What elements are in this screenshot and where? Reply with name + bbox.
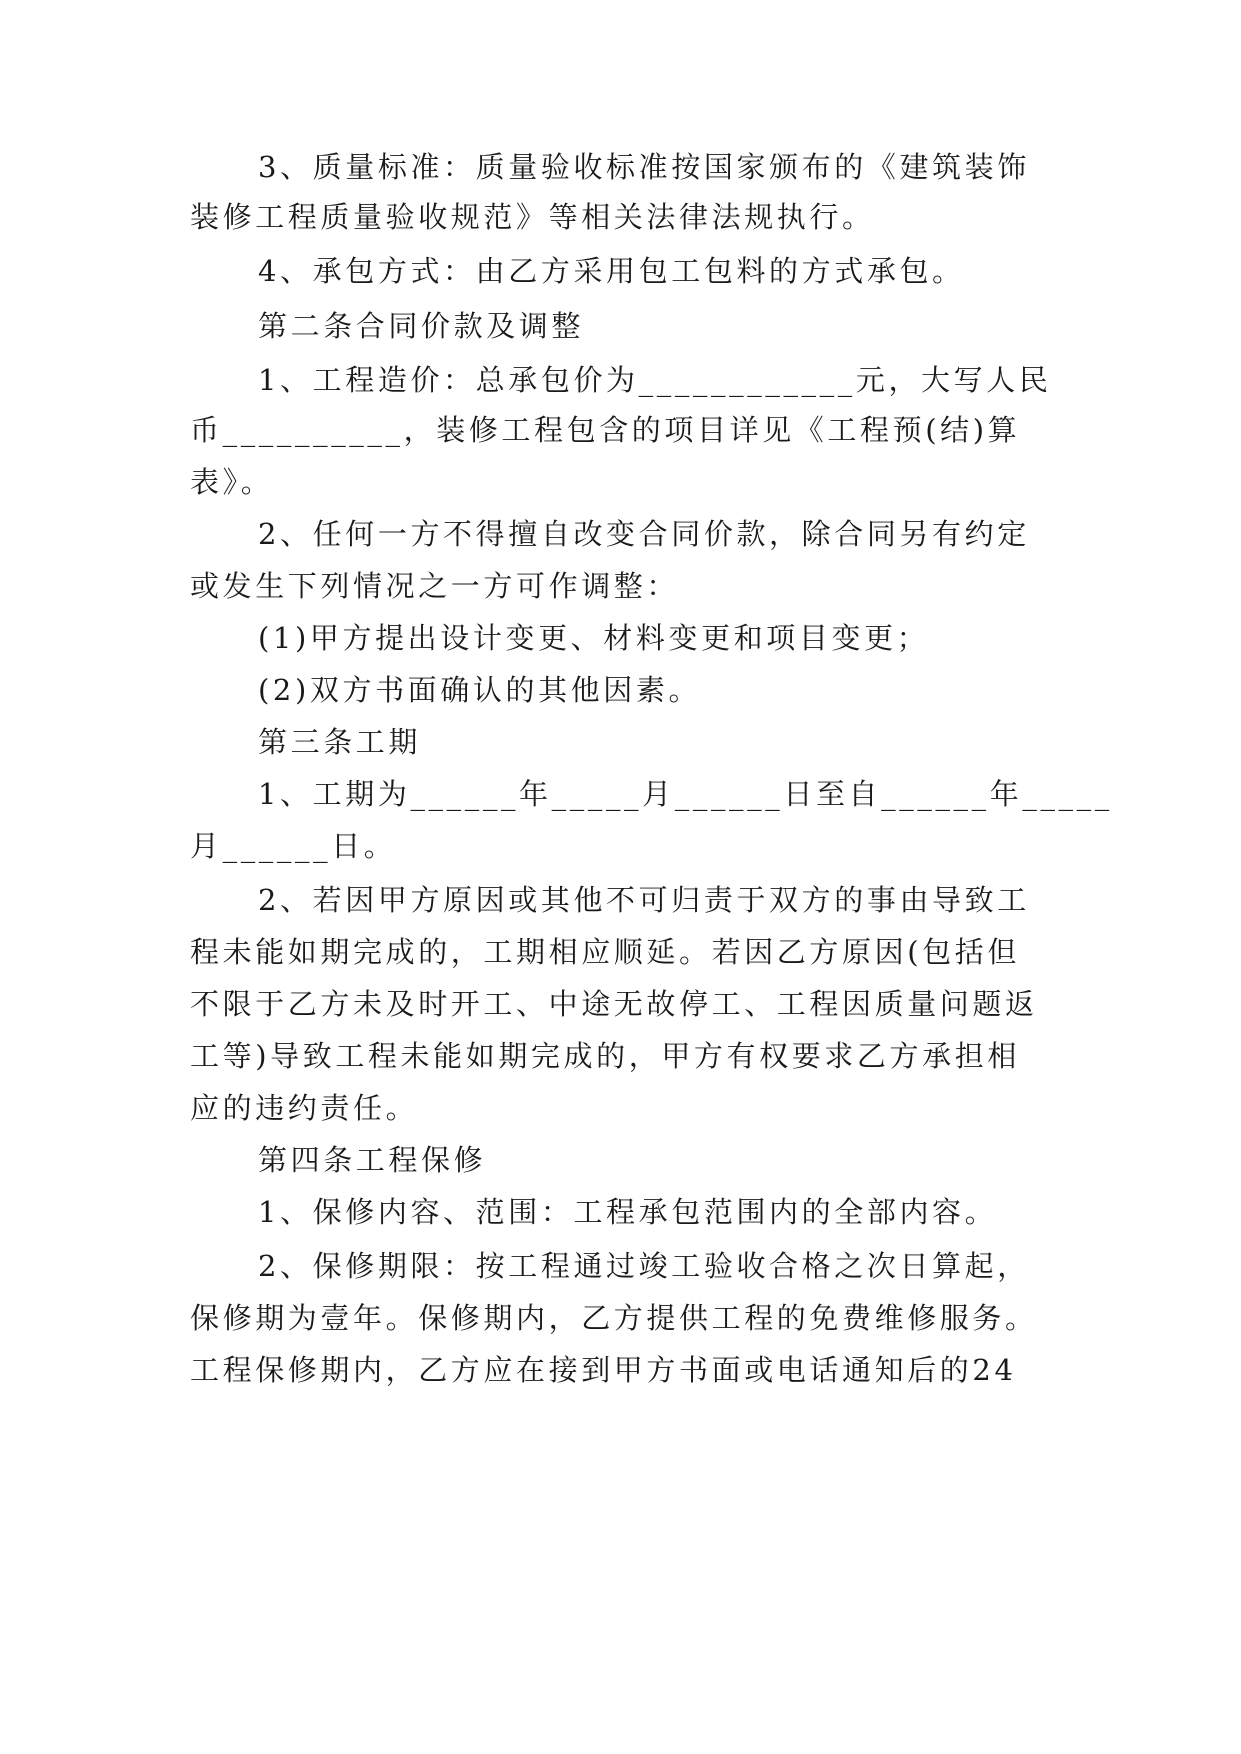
text-line: 应的违约责任。 — [190, 1091, 419, 1125]
text-line: 工程保修期内，乙方应在接到甲方书面或电话通知后的24 — [190, 1353, 1017, 1387]
section-heading: 第四条工程保修 — [258, 1143, 487, 1177]
text-line: 1、工程造价：总承包价为____________元，大写人民 — [258, 363, 1052, 397]
text-line: 月______日。 — [190, 829, 397, 863]
text-line: 币__________，装修工程包含的项目详见《工程预(结)算 — [190, 413, 1021, 447]
text-line: 装修工程质量验收规范》等相关法律法规执行。 — [190, 200, 875, 234]
section-heading: 第三条工期 — [258, 725, 422, 759]
text-line: 表》。 — [190, 465, 274, 499]
text-line: 或发生下列情况之一方可作调整： — [190, 569, 680, 603]
text-line: 1、工期为______年_____月______日至自______年_____ — [258, 777, 1113, 811]
text-line: 保修期为壹年。保修期内，乙方提供工程的免费维修服务。 — [190, 1301, 1038, 1335]
text-line: 2、保修期限：按工程通过竣工验收合格之次日算起， — [258, 1249, 1030, 1283]
text-line: 2、任何一方不得擅自改变合同价款，除合同另有约定 — [258, 517, 1030, 551]
text-line: 4、承包方式：由乙方采用包工包料的方式承包。 — [258, 254, 965, 288]
text-line: (1)甲方提出设计变更、材料变更和项目变更； — [258, 621, 930, 655]
section-heading: 第二条合同价款及调整 — [258, 309, 585, 343]
text-line: 3、质量标准：质量验收标准按国家颁布的《建筑装饰 — [258, 150, 1030, 184]
text-line: 不限于乙方未及时开工、中途无故停工、工程因质量问题返 — [190, 987, 1038, 1021]
text-line: 工等)导致工程未能如期完成的，甲方有权要求乙方承担相 — [190, 1039, 1020, 1073]
text-line: 程未能如期完成的，工期相应顺延。若因乙方原因(包括但 — [190, 935, 1020, 969]
text-line: 2、若因甲方原因或其他不可归责于双方的事由导致工 — [258, 883, 1030, 917]
text-line: 1、保修内容、范围：工程承包范围内的全部内容。 — [258, 1195, 998, 1229]
text-line: (2)双方书面确认的其他因素。 — [258, 673, 702, 707]
